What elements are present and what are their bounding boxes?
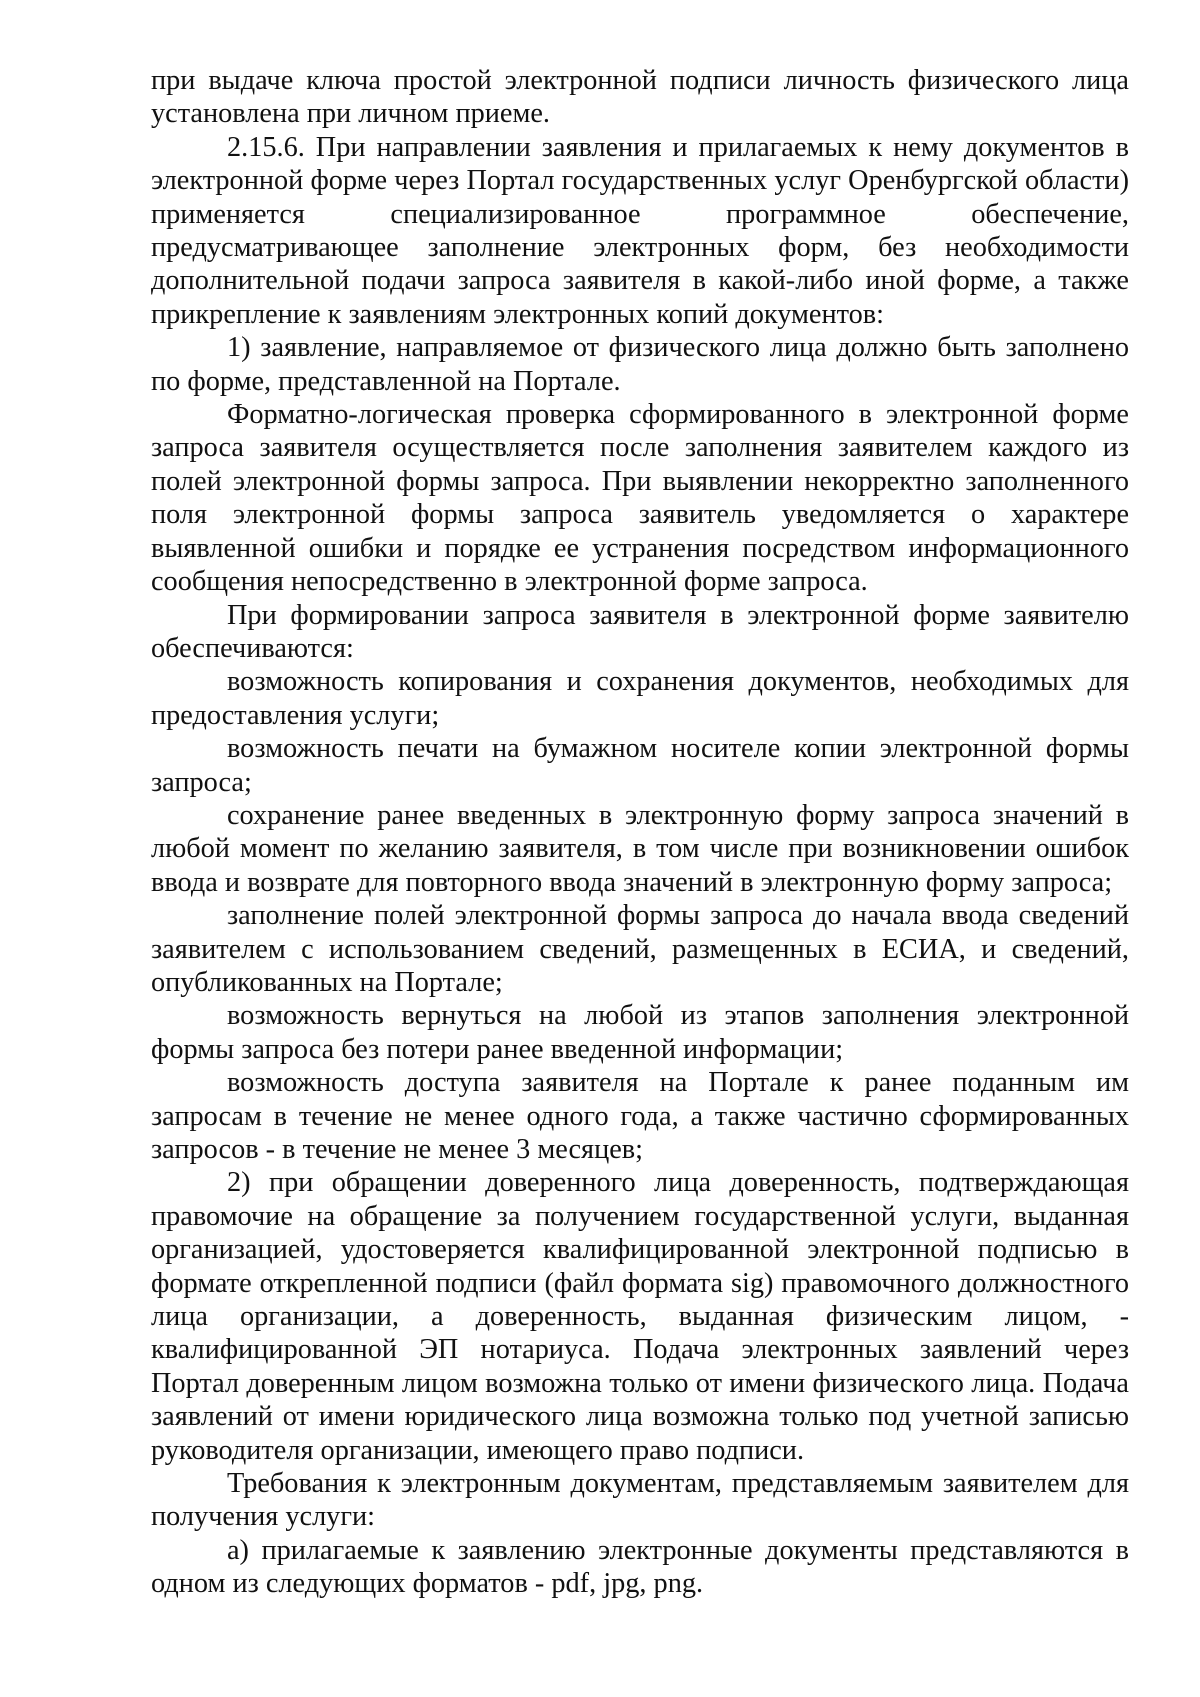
paragraph-requirements: Требования к электронным документам, представляемым заявителем для получения услуги: [151, 1468, 1129, 1533]
paragraph-return-step: возможность вернуться на любой из этапов заполнения электронной формы запроса без потери ранее введенной информации; [151, 1000, 1129, 1065]
paragraph-section-2-15-6: 2.15.6. При направлении заявления и прилагаемых к нему документов в электронной форме через Портал государственных услуг Оренбургской области) применяется специализированное программное обеспечение, предусматривающее заполнение электронных форм, без необходимости дополнительной подачи запроса заявителя в какой-либо иной форме, а также прикрепление к заявлениям электронных копий документов: [151, 131, 1129, 330]
paragraph-print: возможность печати на бумажном носителе копии электронной формы запроса; [151, 733, 1129, 798]
paragraph-fill-fields: заполнение полей электронной формы запроса до начала ввода сведений заявителем с использованием сведений, размещенных в ЕСИА, и сведений, опубликованных на Портале; [151, 900, 1129, 998]
paragraph-item-a: а) прилагаемые к заявлению электронные документы представляются в одном из следующих форматов - pdf, jpg, png. [151, 1534, 1129, 1600]
paragraph-copy-save: возможность копирования и сохранения документов, необходимых для предоставления услуги; [151, 666, 1129, 731]
paragraph-provisions-intro: При формировании запроса заявителя в электронной форме заявителю обеспечиваются: [151, 599, 1129, 664]
paragraph-item-1: 1) заявление, направляемое от физического лица должно быть заполнено по форме, представленной на Портале. [151, 332, 1129, 397]
paragraph-item-2: 2) при обращении доверенного лица доверенность, подтверждающая правомочие на обращение за получением государственной услуги, выданная организацией, удостоверяется квалифицированной электронной подписью в формате открепленной подписи (файл формата sig) правомочного должностного лица организации, а доверенность, выданная физическим лицом, - квалифицированной ЭП нотариуса. Подача электронных заявлений через Портал доверенным лицом возможна только от имени физического лица. Подача заявлений от имени юридического лица возможна только под учетной записью руководителя организации, имеющего право подписи. [151, 1167, 1129, 1466]
paragraph-save-values: сохранение ранее введенных в электронную форму запроса значений в любой момент по желанию заявителя, в том числе при возникновении ошибок ввода и возврате для повторного ввода значений в электронную форму запроса; [151, 799, 1129, 898]
paragraph-access-requests: возможность доступа заявителя на Портале к ранее поданным им запросам в течение не менее одного года, а также частично сформированных запросов - в течение не менее 3 месяцев; [151, 1067, 1129, 1165]
paragraph-format-check: Форматно-логическая проверка сформированного в электронной форме запроса заявителя осуществляется после заполнения заявителем каждого из полей электронной формы запроса. При выявлении некорректно заполненного поля электронной формы запроса заявитель уведомляется о характере выявленной ошибки и порядке ее устранения посредством информационного сообщения непосредственно в электронной форме запроса. [151, 399, 1129, 598]
document-body [151, 64, 1129, 1601]
paragraph-continuation: при выдаче ключа простой электронной подписи личность физического лица установлена при личном приеме. [151, 65, 1129, 130]
